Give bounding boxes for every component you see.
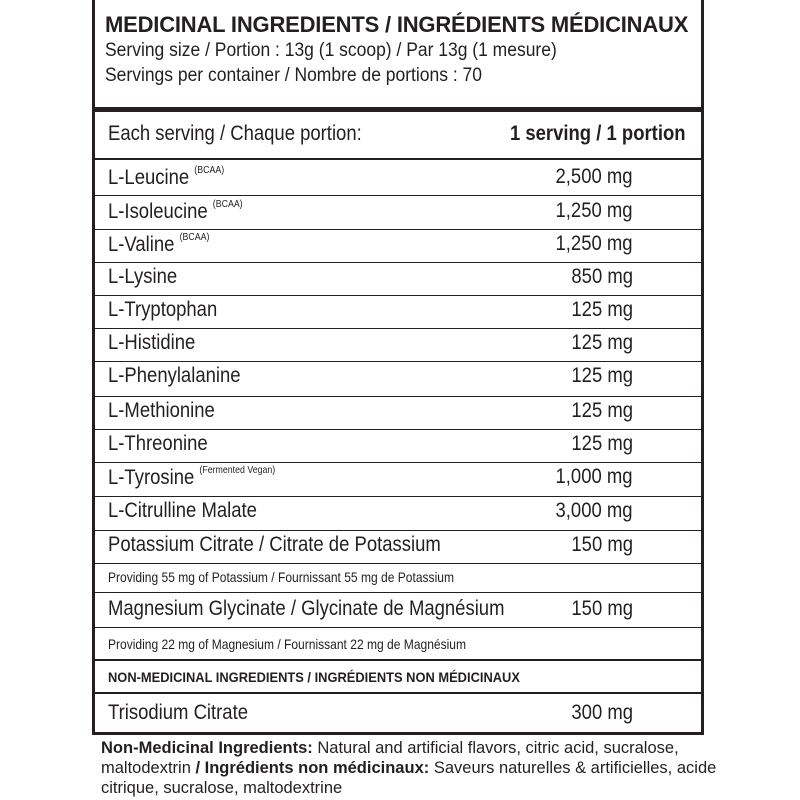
ingredient-name: Trisodium Citrate (108, 701, 249, 724)
ingredient-name (108, 165, 224, 190)
divider (95, 659, 701, 661)
ingredient-row (95, 462, 701, 496)
ingredient-name-text: L-Lysine (108, 265, 178, 288)
ingredient-name: Magnesium Glycinate / Glycinate de Magnésium (108, 597, 505, 620)
ingredient-row-trisodium (95, 697, 701, 731)
potassium-note: Providing 55 mg of Potassium / Fournissant 55 mg de Potassium (108, 569, 454, 585)
magnesium-note: Providing 22 mg of Magnesium / Fournissant 22 mg de Magnésium (108, 636, 467, 652)
divider (95, 627, 701, 628)
ingredient-row (95, 196, 701, 229)
ingredient-name-text: L-Leucine (108, 166, 190, 189)
ingredient-amount: 3,000 mg (555, 499, 633, 522)
ingredient-name (108, 432, 208, 456)
ingredient-name (108, 199, 243, 224)
ingredient-row (95, 496, 701, 530)
footer-label-fr: / Ingrédients non médicinaux: (190, 759, 430, 777)
ingredient-row (95, 429, 701, 462)
serving-size: Serving size / Portion : 13g (1 scoop) / Par 13g (1 mesure) (105, 40, 557, 61)
ingredient-row (95, 295, 701, 328)
ingredient-name-text: L-Tryptophan (108, 298, 218, 321)
table-header-label: Each serving / Chaque portion: (108, 122, 362, 145)
ingredient-amount: 125 mg (571, 399, 633, 422)
ingredient-name-text: L-Valine (108, 233, 175, 256)
divider (95, 158, 701, 160)
servings-per-container: Servings per container / Nombre de portions : 70 (105, 65, 482, 86)
ingredient-name (108, 465, 275, 490)
ingredient-row (95, 530, 701, 563)
ingredient-amount: 125 mg (571, 432, 633, 455)
ingredient-name (108, 364, 241, 388)
non-medicinal-section-title: NON-MEDICINAL INGREDIENTS / INGRÉDIENTS NON MÉDICINAUX (108, 669, 520, 685)
ingredient-row (95, 396, 701, 429)
ingredient-name (108, 331, 195, 355)
ingredient-source-note: (BCAA) (212, 199, 243, 210)
ingredient-name (108, 533, 441, 557)
ingredient-amount: 2,500 mg (555, 165, 633, 188)
ingredient-source-note: (BCAA) (194, 165, 225, 176)
ingredient-row (95, 229, 701, 262)
ingredient-amount: 850 mg (571, 265, 633, 288)
ingredient-amount: 1,000 mg (555, 465, 633, 488)
divider (95, 692, 701, 694)
ingredient-name-text: L-Methionine (108, 399, 215, 422)
footer-text-fr: Saveurs naturelles & artificielles, acide citrique, sucralose, maltodextrine (101, 759, 717, 797)
ingredient-amount: 1,250 mg (555, 199, 633, 222)
ingredient-source-note: (Fermented Vegan) (199, 465, 276, 476)
ingredient-row (95, 328, 701, 361)
panel-header (105, 12, 688, 88)
ingredient-name-text: L-Threonine (108, 432, 208, 455)
ingredient-amount: 150 mg (571, 597, 633, 620)
ingredient-name (108, 499, 257, 523)
ingredient-amount: 150 mg (571, 533, 633, 556)
ingredient-name-text: Potassium Citrate / Citrate de Potassium (108, 533, 441, 556)
ingredient-name-text: L-Histidine (108, 331, 196, 354)
table-header-value: 1 serving / 1 portion (510, 122, 686, 145)
ingredient-amount: 125 mg (571, 364, 633, 387)
divider (95, 592, 701, 593)
medicinal-ingredients-panel (92, 0, 704, 735)
ingredient-row (95, 262, 701, 295)
ingredient-name (108, 399, 215, 423)
ingredient-name-text: L-Phenylalanine (108, 364, 241, 387)
ingredient-row-magnesium (95, 594, 701, 626)
ingredient-row (95, 361, 701, 396)
ingredient-name-text: L-Tyrosine (108, 466, 195, 489)
ingredient-amount: 125 mg (571, 331, 633, 354)
footer-label-en: Non-Medicinal Ingredients: (101, 739, 313, 757)
ingredient-name-text: L-Isoleucine (108, 200, 208, 223)
ingredient-name (108, 265, 177, 289)
ingredient-name (108, 298, 217, 322)
ingredient-amount: 300 mg (571, 701, 633, 724)
ingredient-source-note: (BCAA) (179, 232, 210, 243)
ingredient-name (108, 232, 209, 257)
ingredient-amount: 1,250 mg (555, 232, 633, 255)
ingredient-name-text: L-Citrulline Malate (108, 499, 257, 522)
divider (95, 563, 701, 564)
ingredient-amount: 125 mg (571, 298, 633, 321)
non-medicinal-footer (101, 738, 721, 798)
ingredient-row (95, 162, 701, 195)
footer-text-en: Natural and artificial flavors, citric acid, sucralose, maltodextrin (101, 739, 679, 777)
table-header-row (95, 112, 701, 158)
panel-title: MEDICINAL INGREDIENTS / INGRÉDIENTS MÉDICINAUX (105, 12, 689, 37)
